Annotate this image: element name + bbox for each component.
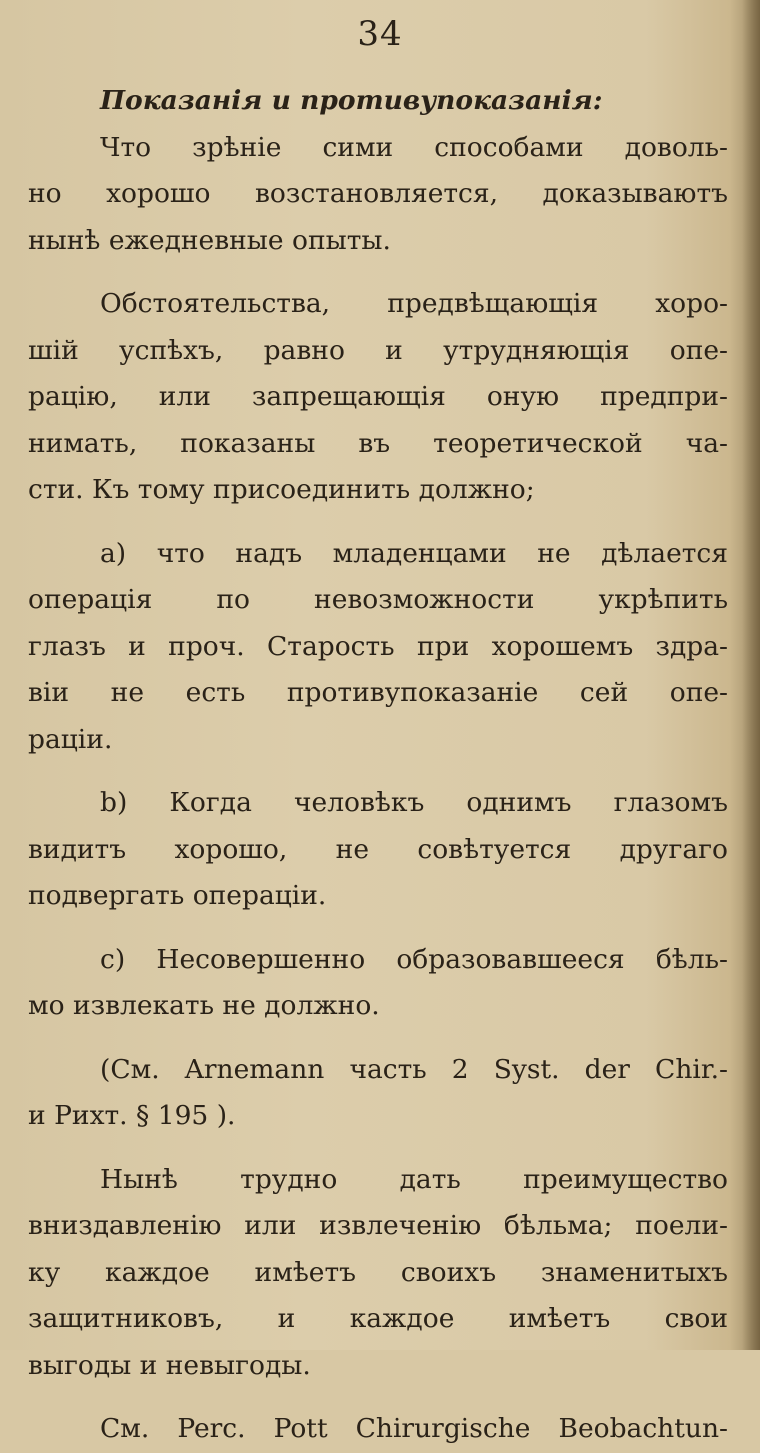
text-line: a) что надъ младенцами не дѣлается: [100, 537, 728, 569]
text-line: вниздавленію или извлеченію бѣльма; поели-: [28, 1210, 728, 1241]
text-line: нимать, показаны въ теоретической ча-: [28, 427, 728, 459]
text-line: Что зрѣніе сими способами доволь-: [100, 131, 728, 163]
text-line: раціи.: [28, 723, 113, 755]
text-line: См. Perc. Pott Chirurgische Beobachtun-: [100, 1413, 728, 1444]
page-edge-shadow: [742, 0, 760, 1350]
text-line: ку каждое имѣетъ своихъ знаменитыхъ: [28, 1256, 728, 1288]
text-line: глазъ и проч. Старость при хорошемъ здра-: [28, 630, 728, 662]
body-text: [28, 78, 728, 1453]
page-number: 34: [357, 14, 403, 54]
text-line: рацію, или запрещающія оную предпри-: [28, 381, 728, 412]
text-line: шій успѣхъ, равно и утрудняющія опе-: [28, 334, 728, 366]
text-line: нынѣ ежедневные опыты.: [28, 224, 391, 256]
text-line: сти. Къ тому присоединить должно;: [28, 474, 535, 505]
text-line: операція по невозможности укрѣпить: [28, 584, 728, 615]
text-line: но хорошо возстановляется, доказываютъ: [28, 178, 728, 209]
text-line: мо извлекать не должно.: [28, 990, 380, 1021]
text-line: Нынѣ трудно дать преимущество: [100, 1163, 728, 1195]
text-line: b) Когда человѣкъ однимъ глазомъ: [100, 787, 728, 818]
text-line: и Рихт. § 195 ).: [28, 1100, 236, 1131]
text-line: Обстоятельства, предвѣщающія хоро-: [100, 288, 728, 319]
text-line: видитъ хорошо, не совѣтуется другаго: [28, 833, 728, 865]
text-line: (См. Arnemann часть 2 Syst. der Chir.-: [100, 1053, 728, 1085]
text-line: подвергать операціи.: [28, 880, 327, 911]
text-line: c) Несовершенно образовавшееся бѣль-: [100, 943, 728, 975]
text-line: защитниковъ, и каждое имѣетъ свои: [28, 1303, 728, 1334]
text-line: выгоды и невыгоды.: [28, 1349, 311, 1381]
section-heading: Показанія и противупоказанія:: [100, 85, 603, 116]
text-line: віи не есть противупоказаніе сей опе-: [28, 677, 728, 708]
